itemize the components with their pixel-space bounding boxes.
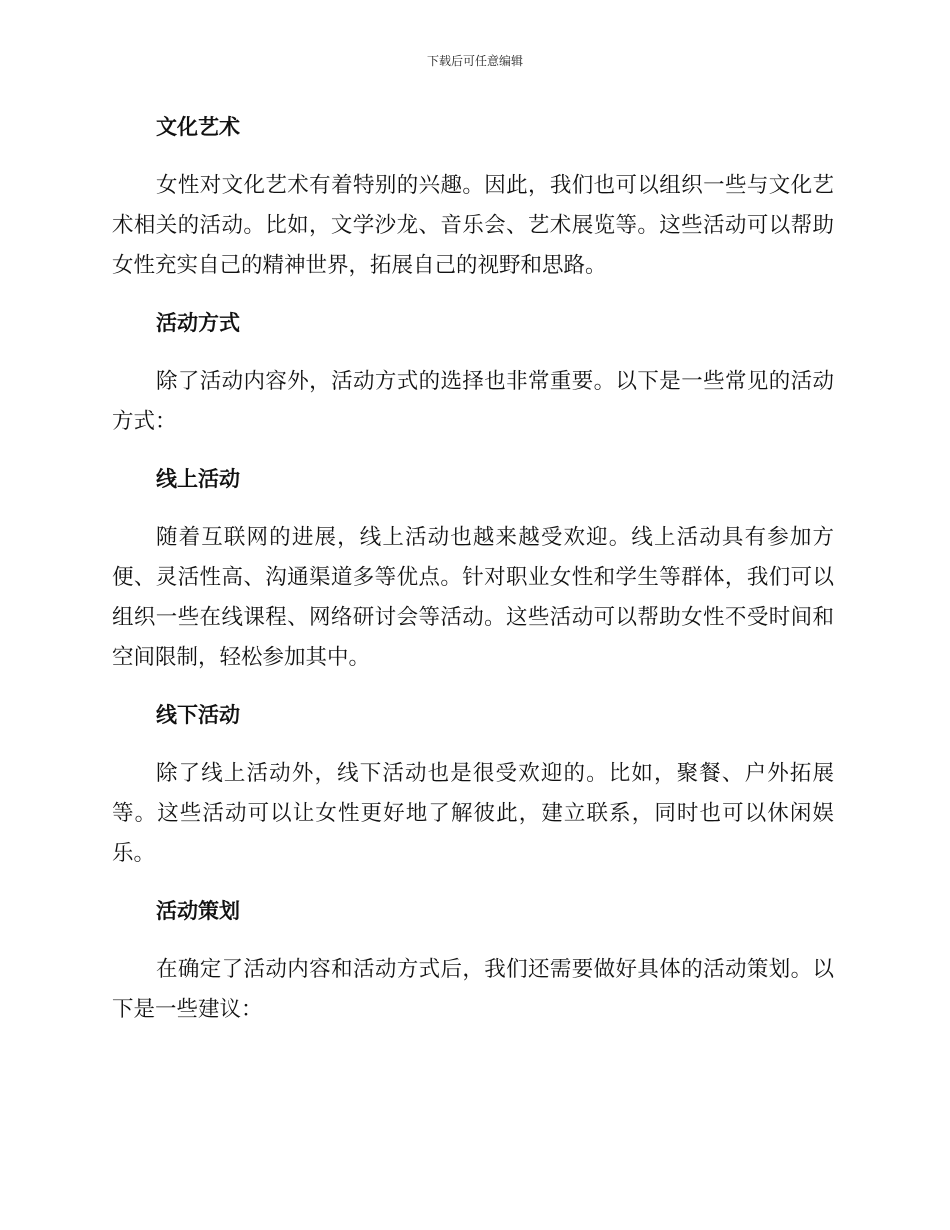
section-paragraph-activity-methods: 除了活动内容外，活动方式的选择也非常重要。以下是一些常见的活动方式： bbox=[112, 369, 834, 434]
section-heading-culture-art: 文化艺术 bbox=[156, 114, 240, 139]
section-heading-online-activities: 线上活动 bbox=[156, 466, 240, 491]
section-heading-offline-activities: 线下活动 bbox=[156, 702, 240, 727]
section-heading-activity-planning: 活动策划 bbox=[156, 898, 240, 923]
section-paragraph-offline-activities: 除了线上活动外，线下活动也是很受欢迎的。比如，聚餐、户外拓展等。这些活动可以让女性更好地了解彼此，建立联系，同时也可以休闲娱乐。 bbox=[112, 761, 834, 866]
section-paragraph-activity-planning: 在确定了活动内容和活动方式后，我们还需要做好具体的活动策划。以下是一些建议： bbox=[112, 957, 834, 1022]
section-paragraph-online-activities: 随着互联网的进展，线上活动也越来越受欢迎。线上活动具有参加方便、灵活性高、沟通渠道多等优点。针对职业女性和学生等群体，我们可以组织一些在线课程、网络研讨会等活动。这些活动可以帮助女性不受时间和空间限制，轻松参加其中。 bbox=[112, 525, 834, 670]
document-body bbox=[112, 110, 834, 1050]
section-heading-activity-methods: 活动方式 bbox=[156, 310, 240, 335]
page-header: 下载后可任意编辑 bbox=[426, 54, 523, 68]
section-paragraph-culture-art: 女性对文化艺术有着特别的兴趣。因此，我们也可以组织一些与文化艺术相关的活动。比如，文学沙龙、音乐会、艺术展览等。这些活动可以帮助女性充实自己的精神世界，拓展自己的视野和思路。 bbox=[112, 173, 834, 278]
